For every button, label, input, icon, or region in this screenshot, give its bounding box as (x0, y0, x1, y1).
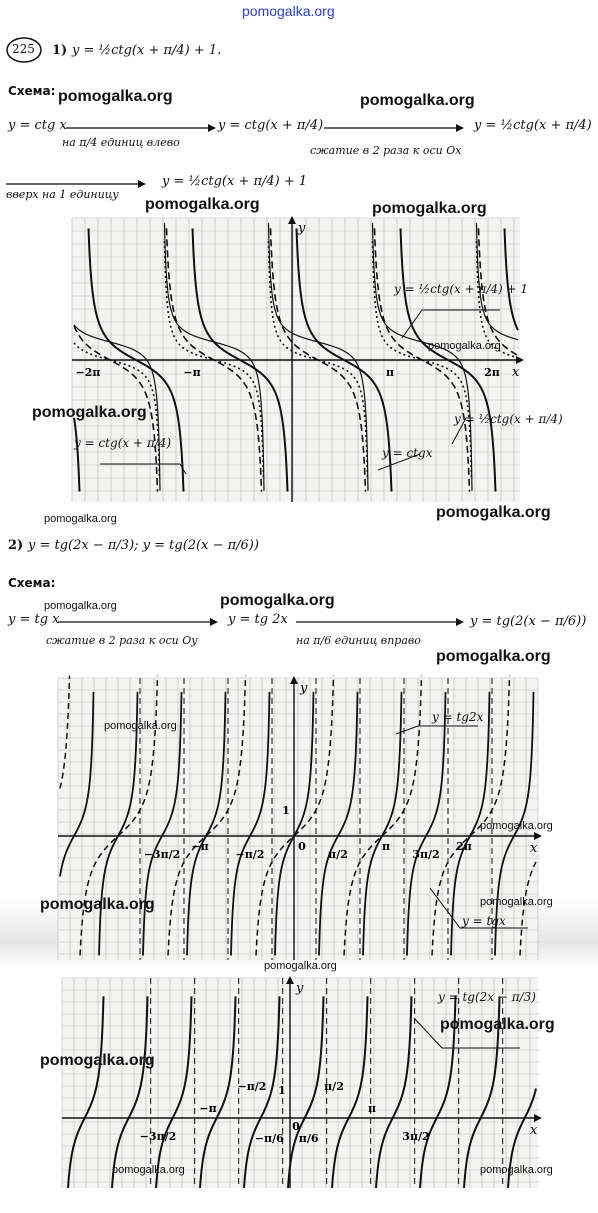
arrow-icon (66, 124, 216, 132)
tick-neg-2pi: −2π (75, 366, 101, 379)
watermark: pomogalka.org (44, 513, 117, 525)
watermark: pomogalka.org (436, 504, 551, 521)
tick-2pi: 2π (484, 366, 500, 379)
graph-tg-2x-minus-pi3 (62, 978, 538, 1188)
tick-neg-pi6: −π/6 (254, 1132, 284, 1145)
scheme1-note2: сжатие в 2 раза к оси Ox (310, 144, 462, 157)
tick-zero: 0 (292, 1120, 300, 1133)
part1-formula: y = ½ctg(x + π/4) + 1. (72, 43, 222, 58)
part1-label: 1) (52, 43, 68, 58)
tick-pi: π (381, 840, 391, 853)
watermark: pomogalka.org (58, 88, 173, 105)
scheme1-step1: y = ctg(x + π/4) (218, 118, 324, 133)
arrow-icon (324, 124, 464, 132)
tick-neg-pi: −π (183, 366, 201, 379)
tick-neg-pi2: −π/2 (237, 1080, 267, 1093)
watermark: pomogalka.org (145, 196, 260, 213)
y-axis-label: y (296, 981, 304, 996)
tick-neg-pi: −π (199, 1102, 217, 1115)
legend-ctg-compressed: y = ½ctg(x + π/4) (454, 412, 563, 426)
y-axis-label: y (300, 681, 308, 696)
scheme2-step0: y = tg x (8, 612, 60, 627)
part2-label: 2) (8, 538, 24, 553)
scheme1-step3: y = ½ctg(x + π/4) + 1 (162, 174, 308, 189)
scheme1-note1: на π/4 единиц влево (62, 136, 180, 149)
legend-pointer (100, 464, 186, 474)
tick-pi2: π/2 (328, 848, 348, 861)
curve-ctg-shifted-up (74, 223, 518, 491)
watermark: pomogalka.org (440, 1016, 555, 1033)
legend-ctg-base: y = ctgx (382, 446, 433, 460)
scheme1-step0: y = ctg x (8, 118, 67, 133)
watermark: pomogalka.org (428, 340, 501, 352)
watermark: pomogalka.org (480, 1164, 553, 1176)
tick-3pi2: 3π/2 (402, 1130, 430, 1143)
legend-tg-shifted: y = tg(2x − π/3) (438, 990, 536, 1004)
tick-pi6: π/6 (298, 1132, 319, 1145)
watermark: pomogalka.org (480, 820, 553, 832)
tick-one: 1 (282, 804, 290, 817)
legend-ctg-shift: y = ctg(x + π/4) (74, 436, 172, 450)
legend-tg2x: y = tg2x (432, 710, 484, 724)
tick-neg-pi2: −π/2 (235, 848, 265, 861)
part2-scheme-label: Схема: (8, 576, 56, 590)
tick-neg-3pi2: −3π/2 (139, 1130, 177, 1143)
watermark: pomogalka.org (220, 592, 335, 609)
y-axis-arrow (288, 216, 296, 224)
tick-pi2: π/2 (324, 1080, 344, 1093)
watermark: pomogalka.org (360, 92, 475, 109)
arrow-icon (6, 180, 146, 188)
part1-scheme-label: Схема: (8, 84, 56, 98)
watermark: pomogalka.org (32, 404, 147, 421)
x-axis-label: x (530, 1123, 538, 1138)
x-axis-label: x (512, 365, 520, 380)
watermark: pomogalka.org (44, 600, 117, 612)
watermark: pomogalka.org (372, 200, 487, 217)
graph-ctg-transformations (72, 218, 520, 502)
tick-3pi2: 3π/2 (412, 848, 440, 861)
tick-pi: π (367, 1102, 377, 1115)
scheme1-step2: y = ½ctg(x + π/4) (474, 118, 592, 133)
tick-neg-3pi2: −3π/2 (143, 848, 181, 861)
watermark: pomogalka.org (264, 960, 337, 972)
tick-neg-pi: −π (191, 840, 209, 853)
tick-pi: π (385, 366, 395, 379)
y-axis-arrow (290, 676, 298, 684)
watermark: pomogalka.org (112, 1164, 185, 1176)
y-axis-arrow (286, 976, 294, 984)
header-site-link[interactable]: pomogalka.org (242, 3, 335, 19)
x-axis-label: x (530, 841, 538, 856)
tick-zero: 0 (298, 840, 306, 853)
arrow-icon (296, 618, 464, 626)
part2-formula: y = tg(2x − π/3); y = tg(2(x − π/6)) (28, 538, 259, 553)
scheme2-step2: y = tg(2(x − π/6)) (470, 614, 587, 629)
watermark: pomogalka.org (40, 896, 155, 913)
legend-tgx: y = tgx (462, 914, 506, 928)
watermark: pomogalka.org (436, 648, 551, 665)
watermark: pomogalka.org (104, 720, 177, 732)
legend-ctg-shifted-up: y = ½ctg(x + π/4) + 1 (394, 282, 529, 296)
y-axis-label: y (298, 221, 306, 236)
scheme2-step1: y = tg 2x (228, 612, 288, 627)
x-axis-arrow (534, 1114, 542, 1122)
watermark: pomogalka.org (480, 896, 553, 908)
arrow-icon (58, 618, 218, 626)
tick-one: 1 (278, 1084, 286, 1097)
scheme1-note3: вверх на 1 единицу (6, 188, 119, 201)
problem-number: 225 (12, 42, 35, 56)
scheme2-note2: на π/6 единиц вправо (296, 634, 421, 647)
scheme2-note1: сжатие в 2 раза к оси Oy (46, 634, 198, 647)
tick-2pi: 2π (456, 840, 472, 853)
watermark: pomogalka.org (40, 1052, 155, 1069)
